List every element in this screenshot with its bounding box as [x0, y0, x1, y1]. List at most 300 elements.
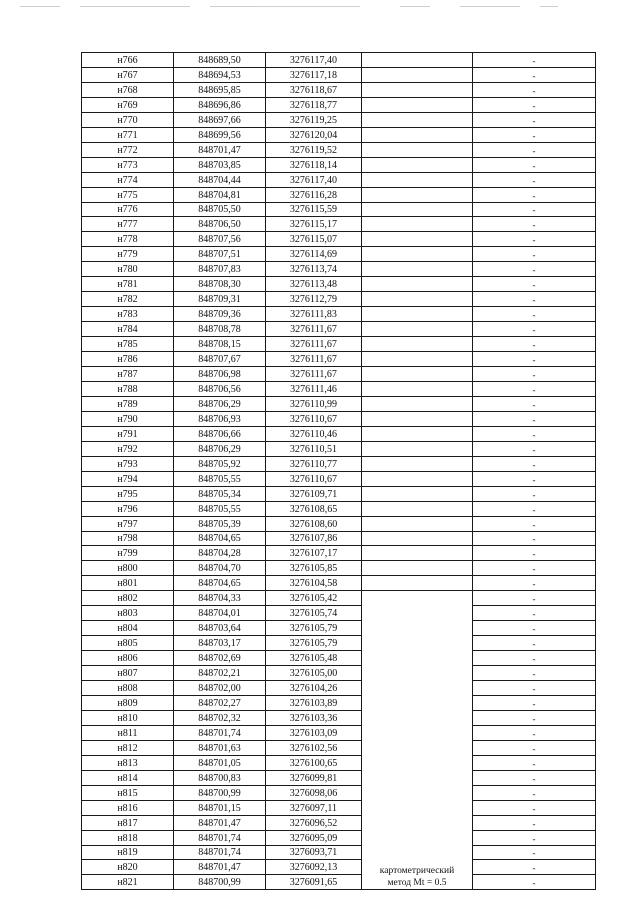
x-coordinate-cell: 848701,74: [174, 845, 266, 860]
point-cell: н780: [82, 262, 174, 277]
x-coordinate-cell: 848704,65: [174, 576, 266, 591]
y-coordinate-cell: 3276105,42: [266, 591, 362, 606]
y-coordinate-cell: 3276111,67: [266, 337, 362, 352]
x-coordinate-cell: 848704,33: [174, 591, 266, 606]
table-row: [82, 471, 596, 486]
y-coordinate-cell: 3276113,74: [266, 262, 362, 277]
method-cell-empty: [362, 441, 473, 456]
point-cell: н816: [82, 800, 174, 815]
method-cell-empty: [362, 157, 473, 172]
x-coordinate-cell: 848709,31: [174, 292, 266, 307]
point-cell: н811: [82, 725, 174, 740]
x-coordinate-cell: 848705,92: [174, 456, 266, 471]
x-coordinate-cell: 848706,29: [174, 396, 266, 411]
table-row: [82, 277, 596, 292]
extra-cell: -: [473, 830, 596, 845]
x-coordinate-cell: 848697,66: [174, 112, 266, 127]
method-cell-empty: [362, 456, 473, 471]
table-row: [82, 651, 596, 666]
extra-cell: -: [473, 217, 596, 232]
y-coordinate-cell: 3276119,52: [266, 142, 362, 157]
table-row: [82, 666, 596, 681]
extra-cell: -: [473, 307, 596, 322]
point-cell: н820: [82, 860, 174, 875]
x-coordinate-cell: 848703,85: [174, 157, 266, 172]
x-coordinate-cell: 848699,56: [174, 127, 266, 142]
extra-cell: -: [473, 247, 596, 262]
extra-cell: -: [473, 367, 596, 382]
table-row: [82, 217, 596, 232]
table-row: [82, 845, 596, 860]
method-cell-empty: [362, 97, 473, 112]
x-coordinate-cell: 848702,32: [174, 710, 266, 725]
point-cell: н821: [82, 875, 174, 890]
x-coordinate-cell: 848700,99: [174, 785, 266, 800]
method-cell-empty: [362, 202, 473, 217]
y-coordinate-cell: 3276110,99: [266, 396, 362, 411]
table-row: [82, 486, 596, 501]
method-cell-empty: [362, 486, 473, 501]
x-coordinate-cell: 848705,55: [174, 471, 266, 486]
y-coordinate-cell: 3276115,07: [266, 232, 362, 247]
point-cell: н774: [82, 172, 174, 187]
x-coordinate-cell: 848700,83: [174, 770, 266, 785]
x-coordinate-cell: 848702,69: [174, 651, 266, 666]
x-coordinate-cell: 848700,99: [174, 875, 266, 890]
table-row: [82, 53, 596, 68]
method-cell-empty: [362, 531, 473, 546]
table-row: [82, 875, 596, 890]
table-row: [82, 127, 596, 142]
table-row: [82, 187, 596, 202]
x-coordinate-cell: 848704,28: [174, 546, 266, 561]
point-cell: н795: [82, 486, 174, 501]
extra-cell: -: [473, 695, 596, 710]
x-coordinate-cell: 848705,55: [174, 501, 266, 516]
table-row: [82, 292, 596, 307]
point-cell: н786: [82, 352, 174, 367]
extra-cell: -: [473, 531, 596, 546]
table-row: [82, 142, 596, 157]
extra-cell: -: [473, 666, 596, 681]
y-coordinate-cell: 3276105,74: [266, 606, 362, 621]
x-coordinate-cell: 848704,81: [174, 187, 266, 202]
table-row: [82, 606, 596, 621]
point-cell: н817: [82, 815, 174, 830]
y-coordinate-cell: 3276111,83: [266, 307, 362, 322]
extra-cell: -: [473, 157, 596, 172]
point-cell: н808: [82, 681, 174, 696]
method-cell-empty: [362, 232, 473, 247]
y-coordinate-cell: 3276100,65: [266, 755, 362, 770]
method-cell-empty: [362, 367, 473, 382]
y-coordinate-cell: 3276110,77: [266, 456, 362, 471]
point-cell: н805: [82, 636, 174, 651]
extra-cell: -: [473, 561, 596, 576]
extra-cell: -: [473, 770, 596, 785]
x-coordinate-cell: 848707,67: [174, 352, 266, 367]
table-row: [82, 337, 596, 352]
method-cell-empty: [362, 352, 473, 367]
method-text-line1: картометрический: [379, 866, 455, 877]
x-coordinate-cell: 848703,17: [174, 636, 266, 651]
x-coordinate-cell: 848703,64: [174, 621, 266, 636]
table-row: [82, 97, 596, 112]
method-cell-empty: [362, 307, 473, 322]
method-text-line2: метод Mt = 0.5: [387, 878, 447, 889]
y-coordinate-cell: 3276102,56: [266, 740, 362, 755]
point-cell: н772: [82, 142, 174, 157]
extra-cell: -: [473, 845, 596, 860]
y-coordinate-cell: 3276118,67: [266, 82, 362, 97]
extra-cell: -: [473, 636, 596, 651]
y-coordinate-cell: 3276110,67: [266, 411, 362, 426]
y-coordinate-cell: 3276107,17: [266, 546, 362, 561]
method-cell-empty: [362, 53, 473, 68]
extra-cell: -: [473, 740, 596, 755]
x-coordinate-cell: 848705,34: [174, 486, 266, 501]
table-row: [82, 695, 596, 710]
extra-cell: -: [473, 815, 596, 830]
point-cell: н778: [82, 232, 174, 247]
y-coordinate-cell: 3276092,13: [266, 860, 362, 875]
extra-cell: -: [473, 97, 596, 112]
x-coordinate-cell: 848701,63: [174, 740, 266, 755]
extra-cell: -: [473, 621, 596, 636]
y-coordinate-cell: 3276108,60: [266, 516, 362, 531]
table-row: [82, 307, 596, 322]
extra-cell: -: [473, 725, 596, 740]
extra-cell: -: [473, 127, 596, 142]
x-coordinate-cell: 848706,66: [174, 426, 266, 441]
y-coordinate-cell: 3276120,04: [266, 127, 362, 142]
point-cell: н767: [82, 67, 174, 82]
method-cell-empty: [362, 381, 473, 396]
extra-cell: -: [473, 82, 596, 97]
table-row: [82, 367, 596, 382]
x-coordinate-cell: 848705,50: [174, 202, 266, 217]
extra-cell: -: [473, 53, 596, 68]
extra-cell: -: [473, 591, 596, 606]
point-cell: н773: [82, 157, 174, 172]
y-coordinate-cell: 3276115,17: [266, 217, 362, 232]
x-coordinate-cell: 848708,78: [174, 322, 266, 337]
x-coordinate-cell: 848702,00: [174, 681, 266, 696]
extra-cell: -: [473, 606, 596, 621]
method-cell-empty: [362, 337, 473, 352]
x-coordinate-cell: 848701,47: [174, 860, 266, 875]
table-row: [82, 501, 596, 516]
y-coordinate-cell: 3276103,09: [266, 725, 362, 740]
point-cell: н814: [82, 770, 174, 785]
extra-cell: -: [473, 411, 596, 426]
extra-cell: -: [473, 860, 596, 875]
scan-header-noise: [20, 4, 620, 10]
table-row: [82, 815, 596, 830]
point-cell: н775: [82, 187, 174, 202]
table-row: [82, 232, 596, 247]
point-cell: н785: [82, 337, 174, 352]
point-cell: н782: [82, 292, 174, 307]
point-cell: н812: [82, 740, 174, 755]
point-cell: н802: [82, 591, 174, 606]
extra-cell: -: [473, 277, 596, 292]
y-coordinate-cell: 3276117,18: [266, 67, 362, 82]
point-cell: н789: [82, 396, 174, 411]
x-coordinate-cell: 848706,56: [174, 381, 266, 396]
table-row: [82, 636, 596, 651]
y-coordinate-cell: 3276096,52: [266, 815, 362, 830]
x-coordinate-cell: 848704,70: [174, 561, 266, 576]
extra-cell: -: [473, 322, 596, 337]
extra-cell: -: [473, 202, 596, 217]
x-coordinate-cell: 848701,47: [174, 142, 266, 157]
x-coordinate-cell: 848689,50: [174, 53, 266, 68]
x-coordinate-cell: 848694,53: [174, 67, 266, 82]
extra-cell: -: [473, 875, 596, 890]
coordinates-table-body: [82, 53, 596, 890]
table-row: [82, 322, 596, 337]
y-coordinate-cell: 3276110,51: [266, 441, 362, 456]
extra-cell: -: [473, 262, 596, 277]
point-cell: н818: [82, 830, 174, 845]
table-row: [82, 591, 596, 606]
method-cell-empty: [362, 516, 473, 531]
point-cell: н794: [82, 471, 174, 486]
y-coordinate-cell: 3276117,40: [266, 53, 362, 68]
y-coordinate-cell: 3276111,67: [266, 352, 362, 367]
point-cell: н792: [82, 441, 174, 456]
y-coordinate-cell: 3276108,65: [266, 501, 362, 516]
x-coordinate-cell: 848709,36: [174, 307, 266, 322]
point-cell: н796: [82, 501, 174, 516]
point-cell: н803: [82, 606, 174, 621]
x-coordinate-cell: 848701,47: [174, 815, 266, 830]
table-row: [82, 411, 596, 426]
point-cell: н788: [82, 381, 174, 396]
method-cell-empty: [362, 292, 473, 307]
y-coordinate-cell: 3276105,48: [266, 651, 362, 666]
table-row: [82, 576, 596, 591]
table-row: [82, 202, 596, 217]
point-cell: н768: [82, 82, 174, 97]
point-cell: н787: [82, 367, 174, 382]
extra-cell: -: [473, 576, 596, 591]
method-cell-empty: [362, 561, 473, 576]
method-cell-empty: [362, 501, 473, 516]
y-coordinate-cell: 3276117,40: [266, 172, 362, 187]
table-row: [82, 441, 596, 456]
x-coordinate-cell: 848704,44: [174, 172, 266, 187]
point-cell: н804: [82, 621, 174, 636]
table-row: [82, 112, 596, 127]
table-row: [82, 67, 596, 82]
y-coordinate-cell: 3276110,46: [266, 426, 362, 441]
point-cell: н783: [82, 307, 174, 322]
y-coordinate-cell: 3276105,85: [266, 561, 362, 576]
x-coordinate-cell: 848695,85: [174, 82, 266, 97]
method-cell-empty: [362, 576, 473, 591]
y-coordinate-cell: 3276118,14: [266, 157, 362, 172]
x-coordinate-cell: 848707,56: [174, 232, 266, 247]
point-cell: н793: [82, 456, 174, 471]
extra-cell: -: [473, 172, 596, 187]
extra-cell: -: [473, 800, 596, 815]
extra-cell: -: [473, 755, 596, 770]
method-cell-empty: [362, 546, 473, 561]
x-coordinate-cell: 848707,51: [174, 247, 266, 262]
method-cell: [362, 591, 473, 890]
table-row: [82, 82, 596, 97]
x-coordinate-cell: 848701,15: [174, 800, 266, 815]
point-cell: н766: [82, 53, 174, 68]
y-coordinate-cell: 3276118,77: [266, 97, 362, 112]
extra-cell: -: [473, 486, 596, 501]
y-coordinate-cell: 3276111,67: [266, 367, 362, 382]
y-coordinate-cell: 3276112,79: [266, 292, 362, 307]
extra-cell: -: [473, 396, 596, 411]
y-coordinate-cell: 3276099,81: [266, 770, 362, 785]
x-coordinate-cell: 848706,50: [174, 217, 266, 232]
extra-cell: -: [473, 501, 596, 516]
point-cell: н807: [82, 666, 174, 681]
method-cell-empty: [362, 112, 473, 127]
point-cell: н784: [82, 322, 174, 337]
table-row: [82, 456, 596, 471]
method-cell-empty: [362, 411, 473, 426]
y-coordinate-cell: 3276095,09: [266, 830, 362, 845]
x-coordinate-cell: 848708,30: [174, 277, 266, 292]
y-coordinate-cell: 3276110,67: [266, 471, 362, 486]
extra-cell: -: [473, 426, 596, 441]
point-cell: н770: [82, 112, 174, 127]
point-cell: н815: [82, 785, 174, 800]
table-row: [82, 426, 596, 441]
coordinates-table-wrap: [81, 52, 596, 890]
y-coordinate-cell: 3276091,65: [266, 875, 362, 890]
method-cell-empty: [362, 67, 473, 82]
point-cell: н806: [82, 651, 174, 666]
table-row: [82, 785, 596, 800]
table-row: [82, 710, 596, 725]
table-row: [82, 561, 596, 576]
y-coordinate-cell: 3276107,86: [266, 531, 362, 546]
method-cell-empty: [362, 471, 473, 486]
table-row: [82, 830, 596, 845]
x-coordinate-cell: 848696,86: [174, 97, 266, 112]
coordinates-table: [81, 52, 596, 890]
table-row: [82, 740, 596, 755]
method-cell-empty: [362, 426, 473, 441]
table-row: [82, 546, 596, 561]
table-row: [82, 531, 596, 546]
point-cell: н813: [82, 755, 174, 770]
method-cell-empty: [362, 127, 473, 142]
x-coordinate-cell: 848705,39: [174, 516, 266, 531]
y-coordinate-cell: 3276098,06: [266, 785, 362, 800]
x-coordinate-cell: 848707,83: [174, 262, 266, 277]
table-row: [82, 621, 596, 636]
extra-cell: -: [473, 112, 596, 127]
table-row: [82, 860, 596, 875]
y-coordinate-cell: 3276097,11: [266, 800, 362, 815]
x-coordinate-cell: 848706,98: [174, 367, 266, 382]
point-cell: н809: [82, 695, 174, 710]
extra-cell: -: [473, 142, 596, 157]
point-cell: н798: [82, 531, 174, 546]
y-coordinate-cell: 3276109,71: [266, 486, 362, 501]
table-row: [82, 516, 596, 531]
extra-cell: -: [473, 187, 596, 202]
method-cell-empty: [362, 277, 473, 292]
method-cell-empty: [362, 142, 473, 157]
y-coordinate-cell: 3276104,58: [266, 576, 362, 591]
y-coordinate-cell: 3276104,26: [266, 681, 362, 696]
extra-cell: -: [473, 546, 596, 561]
y-coordinate-cell: 3276113,48: [266, 277, 362, 292]
method-cell-empty: [362, 217, 473, 232]
y-coordinate-cell: 3276105,00: [266, 666, 362, 681]
y-coordinate-cell: 3276093,71: [266, 845, 362, 860]
table-row: [82, 725, 596, 740]
y-coordinate-cell: 3276103,36: [266, 710, 362, 725]
y-coordinate-cell: 3276111,46: [266, 381, 362, 396]
extra-cell: -: [473, 785, 596, 800]
y-coordinate-cell: 3276103,89: [266, 695, 362, 710]
point-cell: н819: [82, 845, 174, 860]
table-row: [82, 172, 596, 187]
extra-cell: -: [473, 232, 596, 247]
y-coordinate-cell: 3276105,79: [266, 621, 362, 636]
extra-cell: -: [473, 337, 596, 352]
x-coordinate-cell: 848701,74: [174, 830, 266, 845]
x-coordinate-cell: 848704,65: [174, 531, 266, 546]
y-coordinate-cell: 3276105,79: [266, 636, 362, 651]
x-coordinate-cell: 848701,05: [174, 755, 266, 770]
table-row: [82, 770, 596, 785]
x-coordinate-cell: 848702,21: [174, 666, 266, 681]
extra-cell: -: [473, 441, 596, 456]
x-coordinate-cell: 848706,29: [174, 441, 266, 456]
y-coordinate-cell: 3276115,59: [266, 202, 362, 217]
method-cell-empty: [362, 82, 473, 97]
x-coordinate-cell: 848708,15: [174, 337, 266, 352]
method-cell-empty: [362, 172, 473, 187]
table-row: [82, 381, 596, 396]
method-cell-empty: [362, 187, 473, 202]
point-cell: н790: [82, 411, 174, 426]
y-coordinate-cell: 3276114,69: [266, 247, 362, 262]
extra-cell: -: [473, 381, 596, 396]
table-row: [82, 396, 596, 411]
method-cell-empty: [362, 247, 473, 262]
point-cell: н791: [82, 426, 174, 441]
method-cell-empty: [362, 262, 473, 277]
extra-cell: -: [473, 471, 596, 486]
extra-cell: -: [473, 651, 596, 666]
extra-cell: -: [473, 516, 596, 531]
method-cell-empty: [362, 322, 473, 337]
y-coordinate-cell: 3276119,25: [266, 112, 362, 127]
point-cell: н797: [82, 516, 174, 531]
extra-cell: -: [473, 710, 596, 725]
point-cell: н776: [82, 202, 174, 217]
x-coordinate-cell: 848704,01: [174, 606, 266, 621]
extra-cell: -: [473, 456, 596, 471]
extra-cell: -: [473, 67, 596, 82]
point-cell: н810: [82, 710, 174, 725]
point-cell: н769: [82, 97, 174, 112]
